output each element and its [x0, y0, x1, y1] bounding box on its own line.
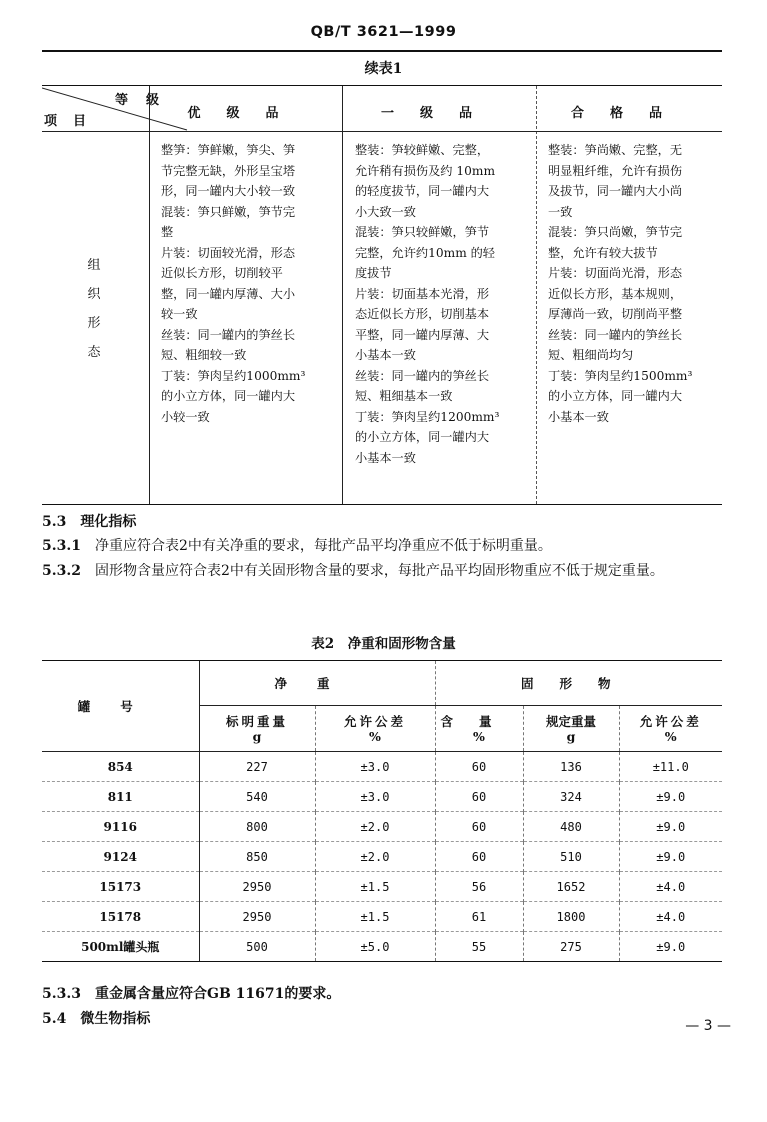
para-5-3-1 [42, 534, 732, 558]
cell-line: 的轻度拔节，同一罐内大 [355, 184, 490, 198]
table2-caption: 表2 净重和固形物含量 [311, 636, 456, 652]
cell-line: 态近似长方形，切削基本 [355, 307, 490, 321]
cell-line: 丁装：笋肉呈约1500mm³ [548, 368, 693, 383]
sub-specified-weight: 规定重量 g [523, 706, 619, 752]
row-label-texture: 组织形态 [87, 258, 101, 360]
standard-code: QB/T 3621—1999 [310, 24, 457, 40]
cell-line: 近似长方形，基本规则， [548, 286, 683, 301]
cell-line: 短、粗细基本一致 [355, 389, 453, 403]
heading-5-3-num: 5.3 [42, 514, 67, 530]
cell-line: 的小立方体，同一罐内大 [161, 389, 296, 403]
group-net-weight: 净重 [199, 661, 435, 706]
cell-premium [161, 140, 341, 427]
group-solids: 固形物 [435, 661, 722, 706]
cell-line: 节完整无缺，外形呈宝塔 [161, 163, 296, 178]
table-row: 15178 2950 ±1.5 61 1800 ±4.0 [42, 902, 722, 932]
cell-line: 小大致一致 [355, 204, 416, 219]
cell-line: 及拔节，同一罐内大小尚 [548, 184, 683, 198]
cell-line: 整装：笋较鲜嫩、完整， [355, 143, 490, 157]
cell-line: 允许稍有损伤及约 10mm [355, 163, 495, 178]
sub-labeled-weight: 标明重量 g [199, 706, 315, 752]
cell-line: 的小立方体，同一罐内大 [548, 389, 683, 403]
table-row: 9116 800 ±2.0 60 480 ±9.0 [42, 812, 722, 842]
cell-line: 小基本一致 [355, 348, 416, 362]
cell-line: 平整，同一罐内厚薄、大 [355, 327, 490, 342]
table-row: 500ml罐头瓶 500 ±5.0 55 275 ±9.0 [42, 932, 722, 962]
header-rule [42, 50, 722, 52]
page-number: — 3 — [685, 1018, 731, 1034]
cell-line: 小基本一致 [355, 450, 416, 465]
col-can-number: 罐号 [77, 699, 163, 714]
col-head-premium: 优级品 [187, 106, 305, 121]
corner-item-label: 项目 [44, 114, 103, 129]
heading-5-4-num: 5.4 [42, 1011, 67, 1027]
cell-line: 的小立方体，同一罐内大 [355, 430, 490, 444]
corner-grade-label: 等级 [115, 93, 178, 108]
cell-line: 片装：切面基本光滑，形 [355, 286, 490, 301]
table1 [42, 85, 722, 505]
cell-line: 小基本一致 [548, 409, 609, 424]
cell-line: 形，同一罐内大小较一致 [161, 184, 296, 198]
t1-vline-c [536, 86, 537, 504]
cell-line: 整 [161, 225, 174, 239]
cell-line: 明显粗纤维，允许有损伤 [548, 163, 683, 178]
col-head-qualified: 合格品 [570, 106, 688, 121]
cell-line: 整，允许有较大拔节 [548, 245, 658, 260]
cell-line: 混装：笋只较鲜嫩，笋节 [355, 225, 490, 239]
table-row: 15173 2950 ±1.5 56 1652 ±4.0 [42, 872, 722, 902]
cell-line: 小较一致 [161, 409, 210, 424]
para-5-3-2 [42, 559, 732, 583]
cell-line: 整装：笋尚嫩、完整，无 [548, 143, 683, 157]
cell-line: 一致 [548, 204, 573, 219]
t1-vline-a [149, 131, 150, 504]
para-5-3-3 [42, 982, 340, 1006]
cell-line: 丝装：同一罐内的笋丝长 [548, 327, 683, 342]
heading-5-4-text: 微生物指标 [80, 1011, 151, 1027]
para-5-3-1-num: 5.3.1 [42, 538, 81, 554]
t1-vline-b [342, 86, 343, 504]
table-row: 811 540 ±3.0 60 324 ±9.0 [42, 782, 722, 812]
cell-line: 丝装：同一罐内的笋丝长 [161, 327, 296, 342]
table1-caption: 续表1 [364, 61, 403, 77]
cell-line: 丁装：笋肉呈约1200mm³ [355, 409, 500, 424]
para-5-3-3-text: 重金属含量应符合GB 11671的要求。 [94, 986, 341, 1002]
para-5-3-2-num: 5.3.2 [42, 563, 81, 579]
cell-line: 短、粗细尚均匀 [548, 348, 634, 362]
cell-line: 丁装：笋肉呈约1000mm³ [161, 368, 306, 383]
table-row: 854 227 ±3.0 60 136 ±11.0 [42, 752, 722, 782]
sub-solid-content: 含量 % [435, 706, 523, 752]
cell-line: 较一致 [161, 307, 198, 321]
heading-5-4 [42, 1007, 150, 1031]
table-row: 9124 850 ±2.0 60 510 ±9.0 [42, 842, 722, 872]
cell-qualified [548, 140, 722, 427]
cell-line: 片装：切面尚光滑，形态 [548, 266, 683, 280]
cell-line: 短、粗细较一致 [161, 348, 247, 362]
para-5-3-1-text: 净重应符合表2中有关净重的要求，每批产品平均净重应不低于标明重量。 [94, 538, 552, 554]
para-5-3-3-num: 5.3.3 [42, 986, 81, 1002]
cell-line: 度拔节 [355, 266, 392, 280]
cell-line: 近似长方形，切削较平 [161, 266, 283, 280]
heading-5-3-text: 理化指标 [80, 514, 137, 530]
cell-line: 片装：切面较光滑，形态 [161, 245, 296, 260]
cell-line: 厚薄尚一致，切削尚平整 [548, 307, 683, 321]
t1-header-rule [42, 131, 722, 132]
cell-line: 整，同一罐内厚薄、大小 [161, 286, 296, 301]
cell-line: 丝装：同一罐内的笋丝长 [355, 368, 490, 383]
cell-line: 整笋：笋鲜嫩，笋尖、笋 [161, 143, 296, 157]
sub-solid-tolerance: 允许公差 % [619, 706, 722, 752]
table2 [42, 660, 722, 962]
cell-line: 混装：笋只鲜嫩，笋节完 [161, 204, 296, 219]
para-5-3-2-text: 固形物含量应符合表2中有关固形物含量的要求，每批产品平均固形物重应不低于规定重量。 [94, 563, 664, 579]
sub-net-tolerance: 允许公差 % [315, 706, 435, 752]
col-head-first-grade: 一级品 [380, 106, 498, 121]
cell-first-grade [355, 140, 536, 468]
cell-line: 完整，允许约10mm 的轻 [355, 245, 495, 260]
heading-5-3 [42, 510, 136, 534]
cell-line: 混装：笋只尚嫩，笋节完 [548, 225, 683, 239]
